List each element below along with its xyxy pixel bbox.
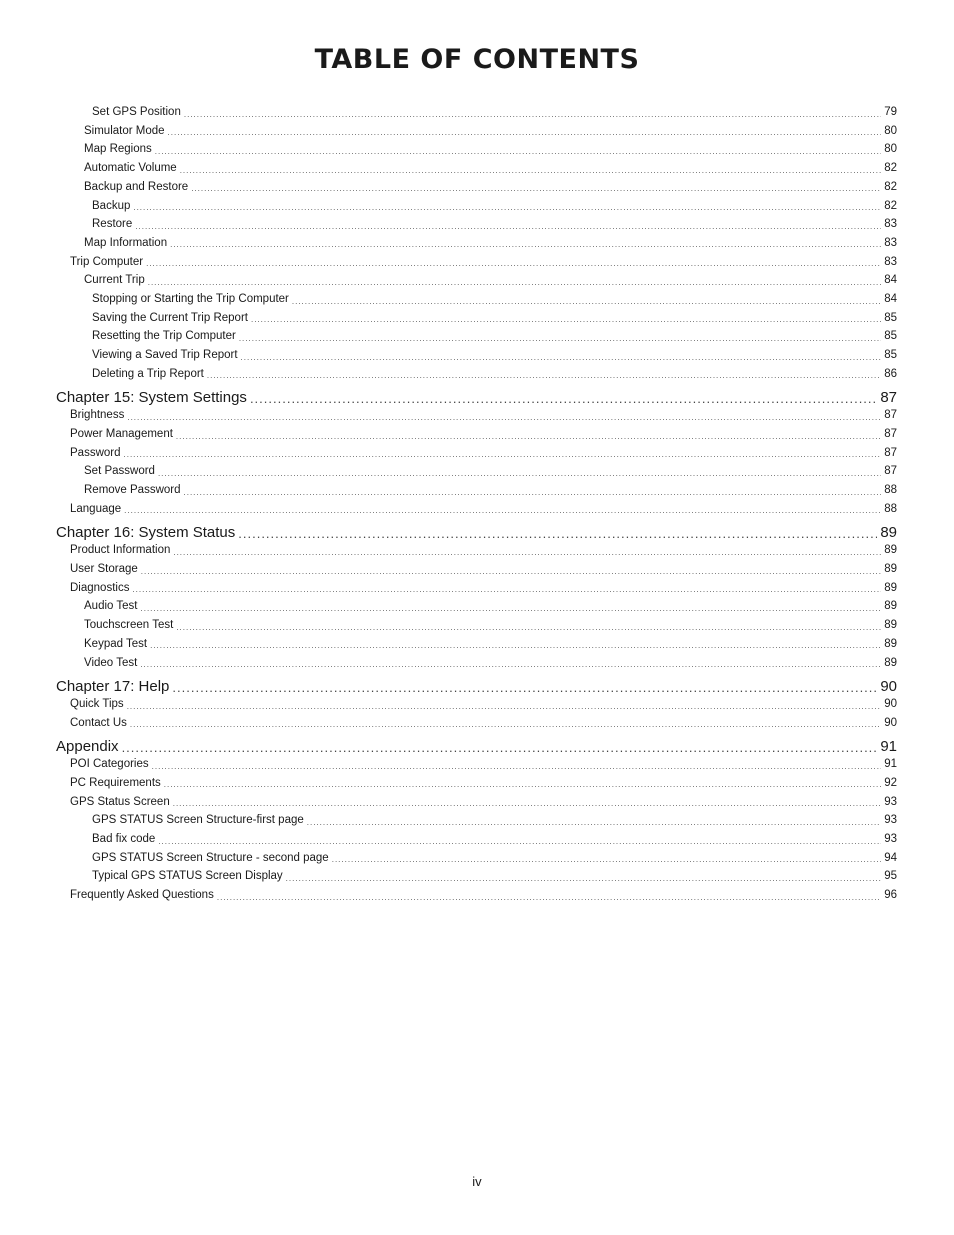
toc-entry[interactable] [84, 466, 897, 478]
toc-entry[interactable] [70, 410, 897, 422]
dot-leader [238, 527, 877, 540]
toc-entry[interactable] [84, 144, 897, 156]
toc-entry-page: 88 [884, 484, 897, 497]
dot-leader [173, 800, 881, 808]
toc-entry[interactable] [84, 658, 897, 670]
toc-entry-label: Language [70, 502, 122, 515]
toc-entry-label: Touchscreen Test [84, 619, 174, 632]
toc-entry-label: PC Requirements [70, 776, 161, 789]
toc-entry-page: 85 [884, 311, 897, 324]
toc-entry[interactable] [92, 219, 897, 231]
toc-entry-page: 89 [880, 524, 897, 542]
toc-chapter-entry[interactable] [56, 525, 897, 540]
dot-leader [292, 298, 881, 306]
dot-leader [150, 642, 881, 650]
toc-entry[interactable] [92, 107, 897, 119]
toc-entry[interactable] [70, 890, 897, 902]
toc-entry-label: Typical GPS STATUS Screen Display [92, 870, 283, 883]
toc-entry-page: 90 [884, 716, 897, 729]
toc-entry-label: Password [70, 446, 121, 459]
toc-entry[interactable] [70, 257, 897, 269]
dot-leader [141, 605, 882, 613]
dot-leader [286, 875, 882, 883]
dot-leader [122, 741, 878, 754]
toc-entry-label: Resetting the Trip Computer [92, 330, 236, 343]
dot-leader [251, 316, 881, 324]
page-number: iv [472, 1174, 482, 1189]
toc-entry-label: Trip Computer [70, 255, 144, 268]
toc-entry-page: 90 [884, 698, 897, 710]
dot-leader [170, 241, 881, 249]
toc-entry-page: 79 [884, 106, 897, 118]
toc-entry[interactable] [70, 778, 897, 790]
toc-entry[interactable] [92, 834, 897, 846]
toc-chapter-entry[interactable] [56, 739, 897, 754]
toc-entry-page: 82 [884, 180, 897, 193]
dot-leader [130, 721, 881, 729]
toc-entry-label: Automatic Volume [84, 162, 177, 175]
toc-entry[interactable] [84, 485, 897, 497]
dot-leader [127, 703, 882, 711]
dot-leader [141, 568, 881, 576]
toc-entry-page: 87 [880, 389, 897, 407]
toc-entry-page: 83 [884, 218, 897, 231]
toc-entry-label: Chapter 17: Help [56, 678, 170, 695]
toc-entry-page: 87 [884, 428, 897, 440]
toc-entry-page: 91 [880, 738, 897, 756]
toc-entry-page: 86 [884, 367, 897, 380]
dot-leader [307, 819, 881, 827]
toc-entry[interactable] [70, 564, 897, 576]
dot-leader [124, 451, 882, 459]
toc-entry-label: Simulator Mode [84, 124, 165, 137]
toc-entry-label: Audio Test [84, 600, 138, 613]
toc-entry[interactable] [92, 853, 897, 865]
dot-leader [172, 681, 877, 694]
toc-entry-label: Map Regions [84, 143, 152, 156]
toc-entry[interactable] [92, 871, 897, 883]
toc-chapter-entry[interactable] [56, 390, 897, 405]
toc-entry-page: 80 [884, 124, 897, 137]
toc-entry-page: 82 [884, 199, 897, 212]
toc-entry[interactable] [84, 601, 897, 613]
toc-entry-label: Viewing a Saved Trip Report [92, 349, 238, 362]
toc-entry[interactable] [70, 583, 897, 595]
toc-entry-label: Saving the Current Trip Report [92, 311, 248, 324]
toc-entry[interactable] [92, 294, 897, 306]
toc-entry-page: 89 [884, 656, 897, 669]
toc-entry-label: Deleting a Trip Report [92, 367, 204, 380]
dot-leader [124, 507, 881, 515]
toc-entry-page: 88 [884, 502, 897, 515]
toc-entry[interactable] [70, 429, 897, 441]
dot-leader [127, 414, 881, 422]
toc-chapter-entry[interactable] [56, 679, 897, 694]
toc-entry-page: 89 [884, 600, 897, 613]
toc-entry-label: Appendix [56, 738, 119, 756]
toc-entry-page: 84 [884, 293, 897, 305]
toc-entry[interactable] [70, 797, 897, 809]
dot-leader [180, 167, 882, 175]
toc-entry-label: GPS STATUS Screen Structure-first page [92, 814, 304, 827]
dot-leader [191, 185, 881, 193]
dot-leader [155, 148, 881, 156]
toc-entry-label: Backup and Restore [84, 180, 189, 193]
dot-leader [239, 335, 881, 343]
toc-entry-page: 87 [884, 446, 897, 459]
dot-leader [250, 392, 877, 405]
toc-entry-label: Chapter 16: System Status [56, 524, 236, 542]
toc-entry-label: Video Test [84, 656, 138, 669]
dot-leader [152, 763, 882, 771]
toc-entry[interactable] [84, 182, 897, 194]
toc-entry-page: 83 [884, 236, 897, 249]
dot-leader [207, 372, 881, 380]
toc-entry-label: Current Trip [84, 274, 145, 287]
dot-leader [184, 489, 882, 497]
toc-entry-label: POI Categories [70, 758, 149, 771]
toc-entry[interactable] [92, 350, 897, 362]
toc-entry-page: 89 [884, 563, 897, 575]
toc-entry[interactable] [70, 699, 897, 711]
toc-entry-label: Backup [92, 199, 131, 212]
dot-leader [132, 586, 881, 594]
toc-entry[interactable] [70, 504, 897, 516]
dot-leader [176, 433, 881, 441]
toc-entry-page: 95 [884, 870, 897, 883]
toc-entry[interactable] [84, 126, 897, 138]
dot-leader [135, 223, 881, 231]
page-title: TABLE OF CONTENTS [314, 44, 640, 75]
dot-leader [217, 894, 881, 902]
dot-leader [176, 624, 881, 632]
toc-entry-page: 93 [884, 833, 897, 845]
dot-leader [140, 661, 881, 669]
toc-entry-label: Power Management [70, 428, 173, 440]
dot-leader [133, 204, 881, 212]
dot-leader [158, 838, 881, 846]
toc-entry[interactable] [70, 448, 897, 460]
toc-entry-label: Set Password [84, 465, 155, 478]
toc-entry-page: 85 [884, 349, 897, 362]
toc-entry-page: 85 [884, 330, 897, 343]
toc-entry-label: Keypad Test [84, 637, 148, 650]
toc-entry[interactable] [84, 163, 897, 175]
toc-entry-label: Product Information [70, 544, 171, 557]
toc-entry[interactable] [92, 201, 897, 213]
toc-entry-label: Chapter 15: System Settings [56, 389, 247, 407]
dot-leader [241, 354, 882, 362]
toc-entry-page: 96 [884, 889, 897, 902]
toc-entry-label: Quick Tips [70, 698, 124, 710]
toc-entry-page: 89 [884, 544, 897, 557]
toc-entry-label: Bad fix code [92, 833, 156, 845]
toc-entry[interactable] [84, 275, 897, 287]
dot-leader [148, 279, 881, 287]
toc-entry[interactable] [70, 759, 897, 771]
toc-entry-page: 82 [884, 162, 897, 175]
toc-entry-label: User Storage [70, 563, 138, 575]
toc-entry[interactable] [84, 620, 897, 632]
toc-entry-page: 87 [884, 465, 897, 478]
toc-entry-label: Brightness [70, 409, 125, 422]
dot-leader [184, 111, 881, 119]
toc-entry-page: 93 [884, 795, 897, 808]
toc-entry-label: GPS STATUS Screen Structure - second page [92, 851, 329, 864]
toc-entry-page: 92 [884, 776, 897, 789]
toc-entry-label: Set GPS Position [92, 106, 181, 118]
toc-entry[interactable] [84, 238, 897, 250]
toc-entry[interactable] [92, 313, 897, 325]
toc-entry[interactable] [70, 718, 897, 730]
dot-leader [173, 549, 881, 557]
toc-entry-page: 80 [884, 143, 897, 156]
toc-entry-page: 89 [884, 619, 897, 632]
toc-entry-page: 84 [884, 274, 897, 287]
dot-leader [158, 470, 881, 478]
toc-entry[interactable] [84, 639, 897, 651]
dot-leader [332, 856, 881, 864]
toc-entry-label: Diagnostics [70, 581, 130, 594]
toc-entry-label: Stopping or Starting the Trip Computer [92, 293, 289, 305]
toc-entry-label: Contact Us [70, 716, 127, 729]
toc-entry-label: Restore [92, 218, 133, 231]
toc-entry[interactable] [92, 815, 897, 827]
toc-entry[interactable] [70, 545, 897, 557]
toc-entry-label: Frequently Asked Questions [70, 889, 214, 902]
dot-leader [146, 260, 881, 268]
dot-leader [164, 781, 881, 789]
toc-entry-page: 89 [884, 637, 897, 650]
toc-entry[interactable] [92, 331, 897, 343]
toc-entry-page: 93 [884, 814, 897, 827]
toc-entry[interactable] [92, 369, 897, 381]
toc-entry-label: GPS Status Screen [70, 795, 170, 808]
toc-entry-page: 87 [884, 409, 897, 422]
toc-entry-page: 89 [884, 581, 897, 594]
toc-entry-page: 90 [880, 678, 897, 695]
toc-entry-label: Remove Password [84, 484, 181, 497]
toc-entry-page: 91 [884, 758, 897, 771]
toc-entry-label: Map Information [84, 236, 168, 249]
dot-leader [168, 129, 882, 137]
toc-entry-page: 94 [884, 851, 897, 864]
toc-entry-page: 83 [884, 255, 897, 268]
